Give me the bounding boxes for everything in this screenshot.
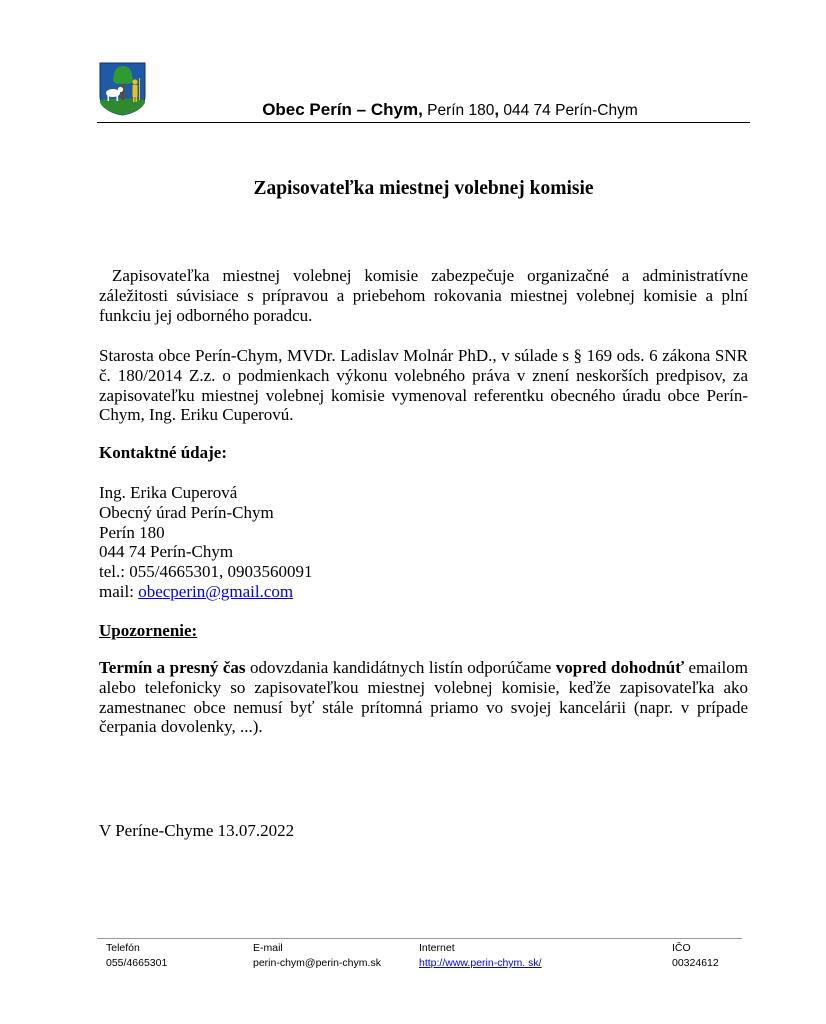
notice-paragraph [99,658,748,737]
letterhead [150,100,750,120]
contact-mail-line [99,582,312,602]
contact-phone: tel.: 055/4665301, 0903560091 [99,562,313,582]
footer-web [419,941,542,971]
footer-divider [97,938,742,939]
footer-phone-value: 055/4665301 [106,957,168,969]
footer-phone [106,941,167,971]
contact-mail-label: mail: [99,581,139,601]
footer-email [253,941,381,971]
footer-web-link[interactable]: http://www.perin-chym. sk/ [419,957,542,969]
notice-text-2: emailom alebo telefonicky so zapisovateľkou miestnej volebnej komisie, keďže zapisovateľka ako zamestnanec obce nemusí byť stále prítomná priamo vo svojej kancelárii (napr. v prípade čerpania dovolenky, ...). [99,658,748,737]
header-divider [97,122,750,123]
notice-bold-1: Termín a presný čas [99,658,246,677]
contact-street: Perín 180 [99,522,165,542]
contact-city: 044 74 Perín-Chym [99,542,234,562]
notice-text-1: odovzdania kandidátnych listín odporúčame [245,658,556,677]
footer-ico-value: 00324612 [672,957,719,969]
notice-heading: Upozornenie: [99,621,198,640]
footer-email-value: perin-chym@perin-chym.sk [253,957,381,969]
coat-of-arms-icon [99,62,146,116]
notice-bold-2: vopred dohodnúť [555,658,685,677]
contact-office: Obecný úrad Perín-Chym [99,502,274,522]
address-city: 044 74 Perín-Chym [499,102,638,119]
contact-mail-link[interactable]: obecperin@gmail.com [138,581,294,601]
document-title: Zapisovateľka miestnej volebnej komisie [253,178,594,199]
footer-ico [672,941,719,971]
municipality-name: Obec Perín – Chym, [262,100,423,119]
footer-ico-label: IČO [672,942,691,954]
appointment-paragraph: Starosta obce Perín-Chym, MVDr. Ladislav Molnár PhD., v súlade s § 169 ods. 6 zákona SNR č. 180/2014 Z.z. o podmienkach výkonu volebného práva v znení neskorších predpisov, za zapisovateľku miestnej volebnej komisie vymenoval referentku obecného úradu obce Perín-Chym, Ing. Eriku Cuperovú. [99,346,748,425]
footer-email-label: E-mail [253,942,283,954]
intro-paragraph: Zapisovateľka miestnej volebnej komisie zabezpečuje organizačné a administratívne záležitosti súvisiace s prípravou a priebehom rokovania miestnej volebnej komisie a plní funkciu jej odborného poradcu. [99,266,748,325]
contact-heading: Kontaktné údaje: [99,443,227,462]
address-street: Perín 180 [422,102,495,119]
place-and-date: V Períne-Chyme 13.07.2022 [99,821,295,840]
address-separator: , [494,100,500,119]
footer-web-label: Internet [419,942,455,954]
footer-phone-label: Telefón [106,942,140,954]
contact-name: Ing. Erika Cuperová [99,483,238,502]
contact-block [99,483,312,602]
